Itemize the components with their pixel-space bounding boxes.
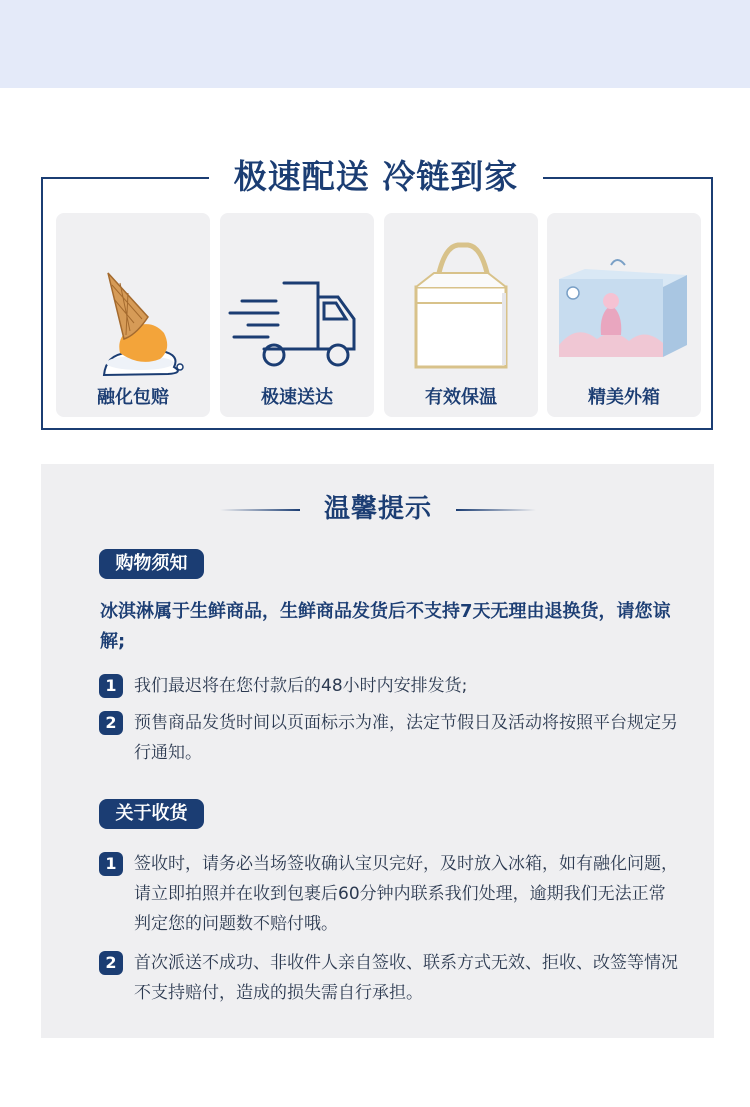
receipt-item-number: 1 bbox=[99, 852, 123, 876]
feature-label: 极速送达 bbox=[261, 387, 333, 408]
receipt-tag: 关于收货 bbox=[99, 799, 204, 829]
feature-card-insulation bbox=[384, 213, 538, 417]
purchase-item-number: 1 bbox=[99, 674, 123, 698]
feature-label: 精美外箱 bbox=[588, 387, 660, 408]
receipt-item-text: 签收时，请务必当场签收确认宝贝完好，及时放入冰箱，如有融化问题，请立即拍照并在收到包裹后60分钟内联系我们处理，逾期我们无法正常判定您的问题数不赔付哦。 bbox=[134, 854, 678, 934]
feature-card-melt-compensation bbox=[56, 213, 210, 417]
insulated-cooler-bag-icon bbox=[384, 227, 538, 377]
gift-box-icon bbox=[547, 227, 701, 377]
purchase-notice-tag: 购物须知 bbox=[99, 549, 204, 579]
purchase-item-text: 我们最迟将在您付款后的48小时内安排发货; bbox=[134, 676, 468, 696]
receipt-item-number: 2 bbox=[99, 951, 123, 975]
feature-card-gift-box bbox=[547, 213, 701, 417]
feature-label: 有效保温 bbox=[425, 387, 497, 408]
top-banner-strip bbox=[0, 0, 750, 88]
frame-top-line-right bbox=[543, 177, 713, 179]
melted-ice-cream-cone-icon bbox=[56, 227, 210, 377]
notice-title-line-right bbox=[456, 509, 536, 511]
purchase-intro: 冰淇淋属于生鲜商品，生鲜商品发货后不支持7天无理由退换货，请您谅解; bbox=[100, 601, 671, 652]
purchase-item-number: 2 bbox=[99, 711, 123, 735]
purchase-item-text: 预售商品发货时间以页面标示为准，法定节假日及活动将按照平台规定另行通知。 bbox=[134, 713, 678, 763]
receipt-item-text: 首次派送不成功、非收件人亲自签收、联系方式无效、拒收、改签等情况不支持赔付，造成的损失需自行承担。 bbox=[134, 953, 678, 1003]
notice-title: 温馨提示 bbox=[323, 494, 432, 524]
feature-card-fast-delivery bbox=[220, 213, 374, 417]
delivery-truck-icon bbox=[220, 227, 374, 377]
notice-title-line-left bbox=[220, 509, 300, 511]
feature-label: 融化包赔 bbox=[97, 387, 169, 408]
delivery-title: 极速配送 冷链到家 bbox=[233, 157, 519, 196]
frame-top-line-left bbox=[41, 177, 209, 179]
